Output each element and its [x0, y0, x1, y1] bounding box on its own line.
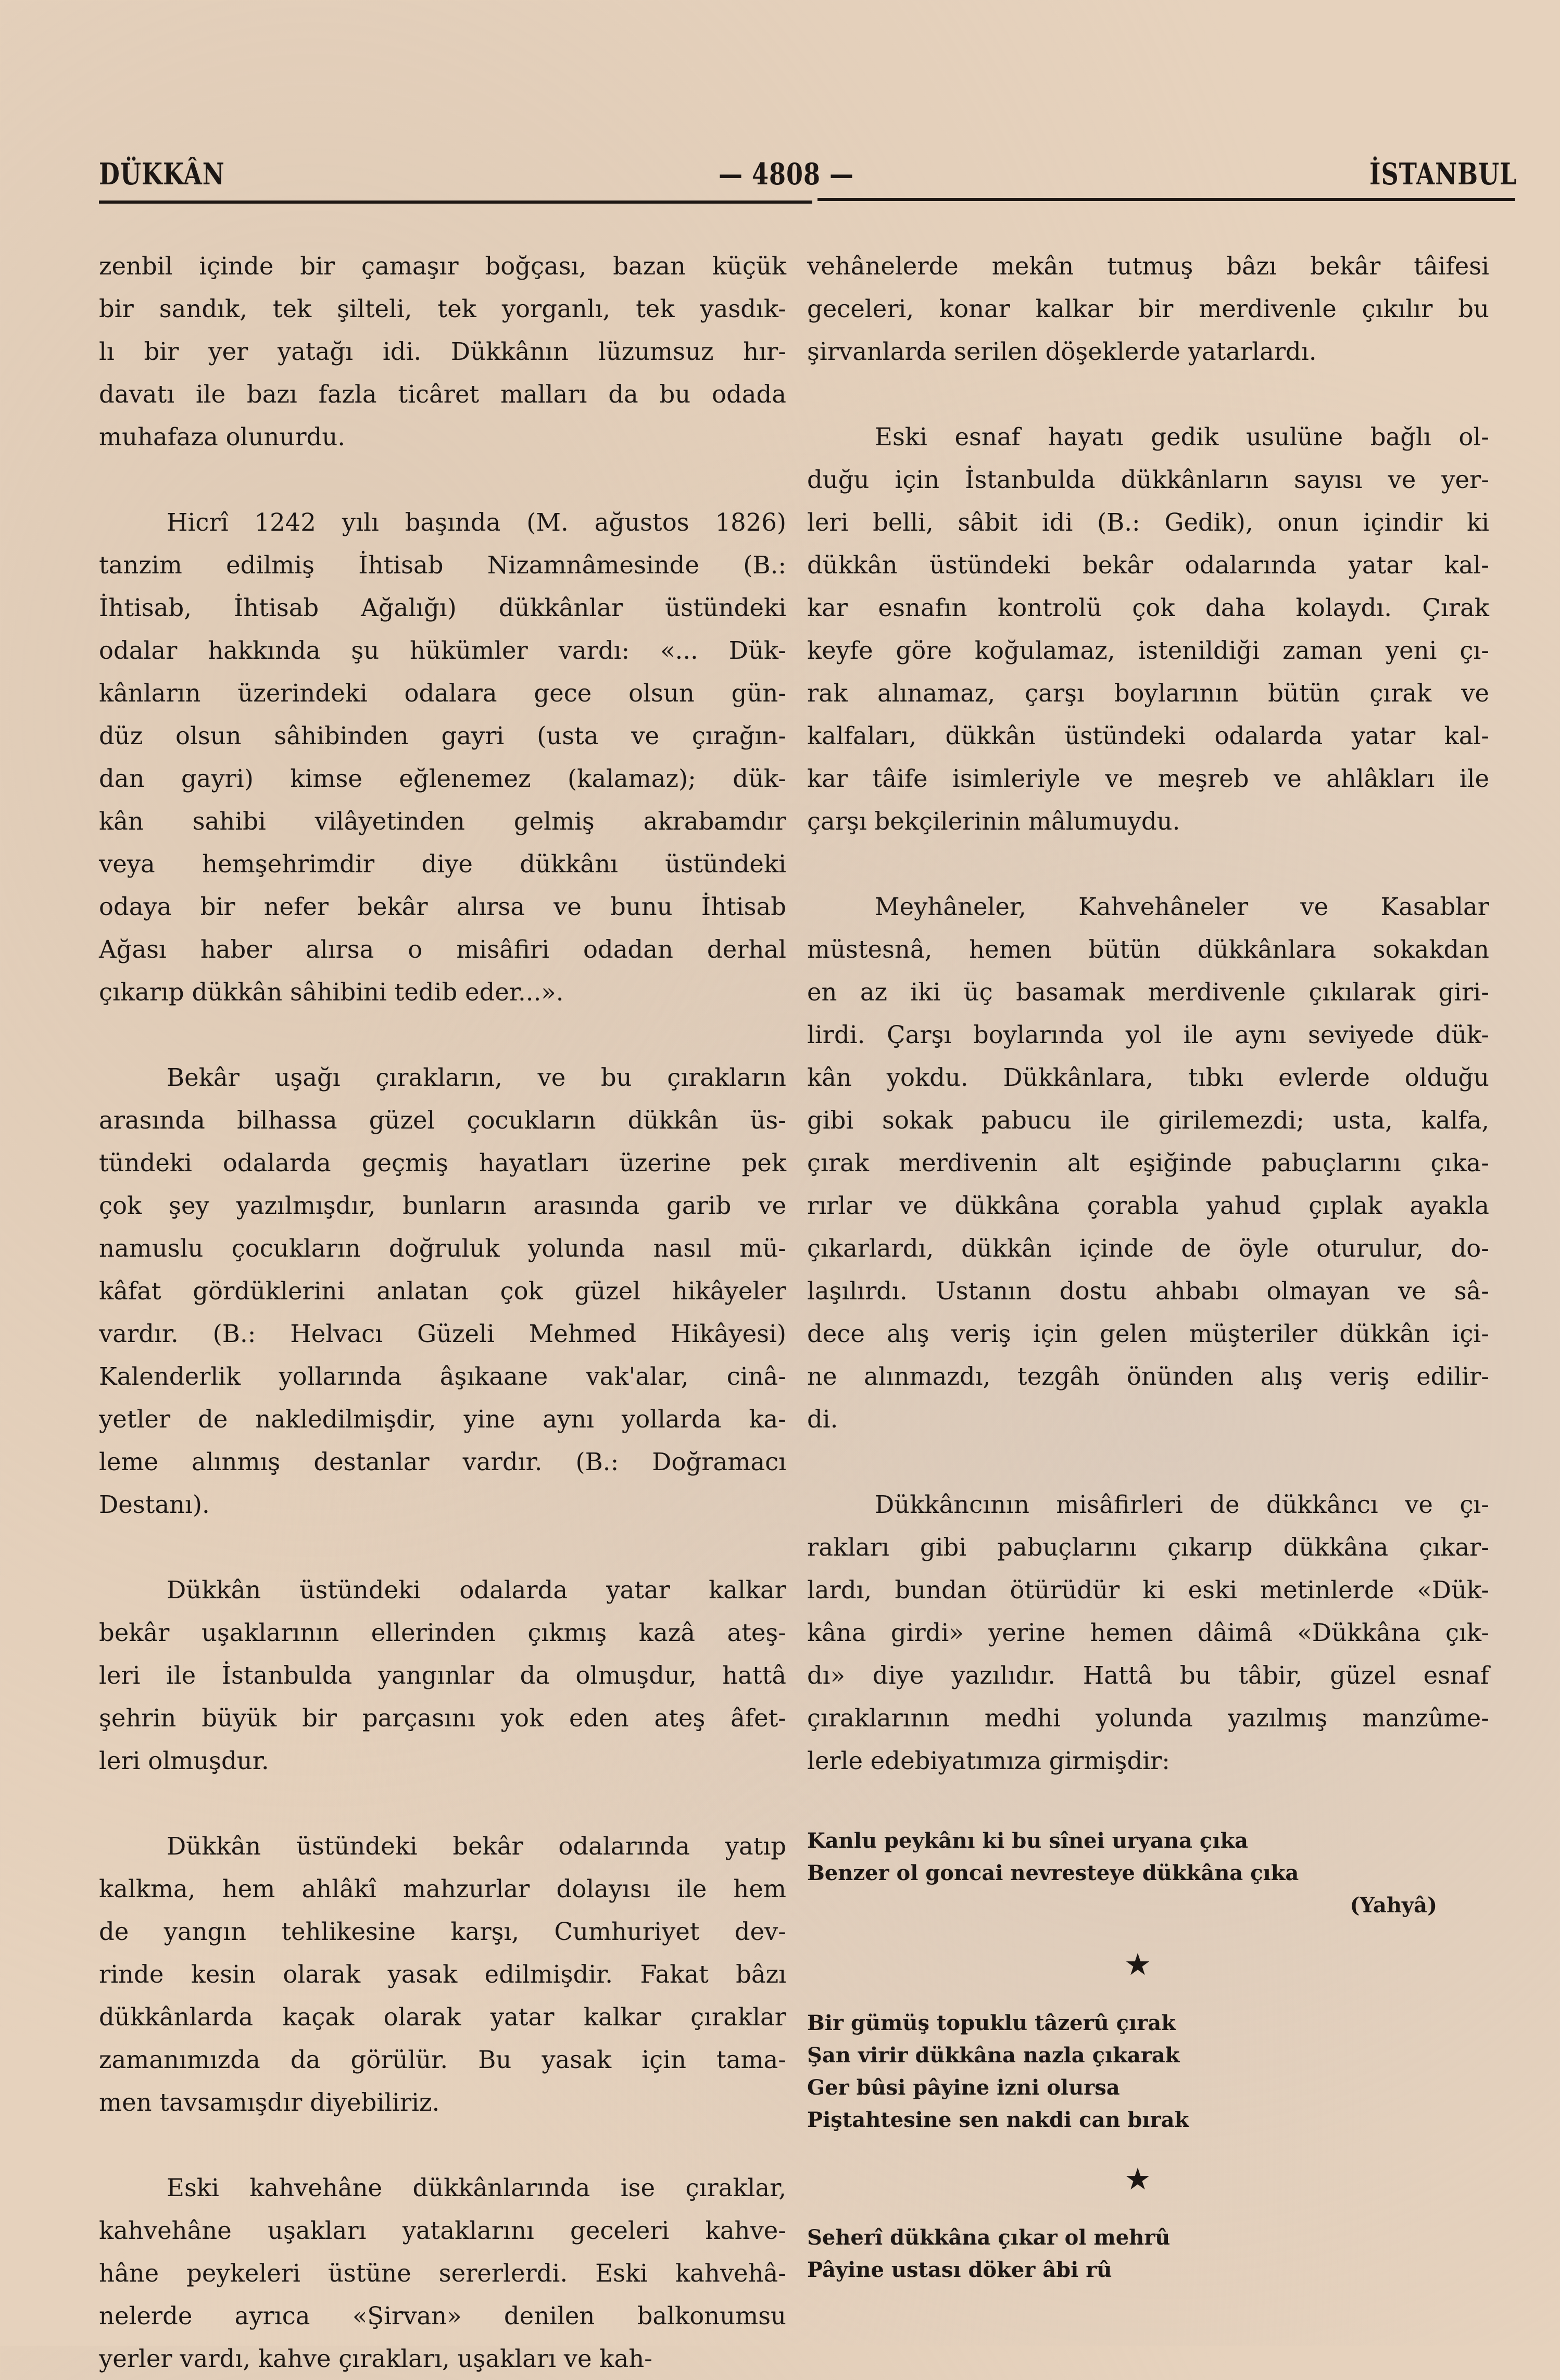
text-line: men tavsamışdır diyebiliriz.	[99, 2088, 440, 2116]
poem-gap	[807, 2136, 1489, 2158]
text-line: nelerde ayrıca «Şirvan» denilen balkonumsu	[99, 2302, 786, 2330]
paragraph-gap	[99, 458, 786, 501]
paragraph	[99, 2166, 786, 2380]
paragraph-gap	[99, 2124, 786, 2166]
paragraph	[99, 501, 786, 1013]
paragraph-gap	[99, 1526, 786, 1569]
text-line: düz olsun sâhibinden gayri (usta ve çırağın-	[99, 722, 786, 750]
text-line: odalar hakkında şu hükümler vardı: «... Dük-	[99, 636, 786, 665]
text-line: en az iki üç basamak merdivenle çıkılarak giri-	[807, 978, 1489, 1006]
text-line: tanzim edilmiş İhtisab Nizamnâmesinde (B.:	[99, 551, 786, 579]
header-volume-title: İSTANBUL	[1369, 156, 1517, 192]
text-line: Eski esnaf hayatı gedik usulüne bağlı ol-	[875, 423, 1489, 451]
text-line: arasında bilhassa güzel çocukların dükkân üs-	[99, 1106, 786, 1134]
text-line: kân yokdu. Dükkânlara, tıbkı evlerde olduğu	[807, 1063, 1489, 1092]
text-line: tündeki odalarda geçmiş hayatları üzerine pek	[99, 1149, 786, 1177]
text-line: çıraklarının medhi yolunda yazılmış manzûme-	[807, 1704, 1489, 1732]
text-line: Kalenderlik yollarında âşıkaane vak'alar, cinâ-	[99, 1362, 786, 1391]
text-line: bekâr uşaklarının ellerinden çıkmış kazâ ateş-	[99, 1619, 786, 1647]
star-separator-icon: ★	[1124, 2161, 1151, 2197]
text-line: müstesnâ, hemen bütün dükkânlara sokakdan	[807, 935, 1489, 963]
paragraph	[99, 1825, 786, 2124]
header-section-title: DÜKKÂN	[99, 156, 225, 192]
right-column	[807, 245, 1489, 2286]
text-line: duğu için İstanbulda dükkânların sayısı ve yer-	[807, 466, 1489, 494]
text-line: rinde kesin olarak yasak edilmişdir. Fakat bâzı	[99, 1960, 786, 1988]
text-line: lı bir yer yatağı idi. Dükkânın lüzumsuz hır-	[99, 337, 786, 366]
poem-block	[807, 2222, 1489, 2286]
text-line: İhtisab, İhtisab Ağalığı) dükkânlar üstündeki	[99, 594, 786, 622]
text-line: vehânelerde mekân tutmuş bâzı bekâr tâifesi	[807, 252, 1489, 280]
text-line: laşılırdı. Ustanın dostu ahbabı olmayan ve sâ-	[807, 1277, 1489, 1305]
text-line: Ağası haber alırsa o misâfiri odadan derhal	[99, 935, 786, 963]
poem-block	[807, 1825, 1489, 1922]
poem-verse: Pâyine ustası döker âbi rû	[807, 2258, 1112, 2282]
poem-verse: Şan virir dükkâna nazla çıkarak	[807, 2043, 1180, 2068]
text-line: çarşı bekçilerinin mâlumuydu.	[807, 807, 1180, 835]
text-line: hâne peykeleri üstüne sererlerdi. Eski kahvehâ-	[99, 2259, 786, 2287]
text-line: Hicrî 1242 yılı başında (M. ağustos 1826)	[167, 508, 786, 536]
text-line: kar tâife isimleriyle ve meşreb ve ahlâkları ile	[807, 765, 1489, 793]
paragraph	[99, 1056, 786, 1526]
text-line: muhafaza olunurdu.	[99, 423, 346, 451]
text-line: dı» diye yazılıdır. Hattâ bu tâbir, güzel esnaf	[807, 1661, 1489, 1689]
poem-author: (Yahyâ)	[1350, 1893, 1437, 1918]
text-line: çıkarıp dükkân sâhibini tedib eder...».	[99, 978, 564, 1006]
text-line: leri belli, sâbit idi (B.: Gedik), onun içindir ki	[807, 508, 1489, 536]
poem-gap	[807, 1922, 1489, 1944]
text-line: kâna girdi» yerine hemen dâimâ «Dükkâna çık-	[807, 1619, 1489, 1647]
star-separator-icon: ★	[1124, 1947, 1151, 1982]
text-line: zenbil içinde bir çamaşır boğçası, bazan küçük	[99, 252, 786, 280]
text-line: Dükkân üstündeki odalarda yatar kalkar	[167, 1576, 786, 1604]
paragraph	[99, 245, 786, 458]
page-number: — 4808 —	[719, 156, 854, 192]
poem-verse: Bir gümüş topuklu tâzerû çırak	[807, 2011, 1176, 2035]
poem-gap	[807, 2200, 1489, 2222]
text-line: odaya bir nefer bekâr alırsa ve bunu İhtisab	[99, 893, 786, 921]
text-line: dece alış veriş için gelen müşteriler dükkân içi-	[807, 1320, 1489, 1348]
text-line: Destanı).	[99, 1490, 210, 1519]
text-line: rak alınamaz, çarşı boylarının bütün çırak ve	[807, 679, 1489, 707]
paragraph-gap	[807, 843, 1489, 885]
text-line: ne alınmazdı, tezgâh önünden alış veriş edilir-	[807, 1362, 1489, 1391]
poem-verse: Seherî dükkâna çıkar ol mehrû	[807, 2225, 1171, 2250]
text-line: veya hemşehrimdir diye dükkânı üstündeki	[99, 850, 786, 878]
running-header	[99, 151, 1515, 193]
header-rule-right	[817, 198, 1515, 201]
paragraph	[807, 245, 1489, 373]
text-line: dükkân üstündeki bekâr odalarında yatar kal-	[807, 551, 1489, 579]
text-line: keyfe göre koğulamaz, istenildiği zaman yeni çı-	[807, 636, 1489, 665]
text-line: Bekâr uşağı çırakların, ve bu çırakların	[167, 1063, 786, 1092]
text-line: şirvanlarda serilen döşeklerde yatarlardı.	[807, 337, 1317, 366]
text-line: kâfat gördüklerini anlatan çok güzel hikâyeler	[99, 1277, 786, 1305]
text-line: Eski kahvehâne dükkânlarında ise çıraklar,	[167, 2174, 786, 2202]
paragraph	[807, 1483, 1489, 1782]
text-line: rakları gibi pabuçlarını çıkarıp dükkâna çıkar-	[807, 1533, 1489, 1561]
poem-verse: Benzer ol goncai nevresteye dükkâna çıka	[807, 1861, 1299, 1885]
text-line: geceleri, konar kalkar bir merdivenle çıkılır bu	[807, 295, 1489, 323]
text-line: çok şey yazılmışdır, bunların arasında garib ve	[99, 1192, 786, 1220]
text-line: çıkarlardı, dükkân içinde de öyle oturulur, do-	[807, 1234, 1489, 1262]
paragraph-gap	[807, 1440, 1489, 1483]
poem-verse: Piştahtesine sen nakdi can bırak	[807, 2108, 1189, 2132]
text-line: lirdi. Çarşı boylarında yol ile aynı seviyede dük-	[807, 1021, 1489, 1049]
text-line: leme alınmış destanlar vardır. (B.: Doğramacı	[99, 1448, 786, 1476]
text-line: kahvehâne uşakları yataklarını geceleri kahve-	[99, 2216, 786, 2245]
poem-gap	[807, 1985, 1489, 2007]
text-line: kânların üzerindeki odalara gece olsun gün-	[99, 679, 786, 707]
left-column	[99, 245, 786, 2380]
text-line: vardır. (B.: Helvacı Güzeli Mehmed Hikâyesi)	[99, 1320, 786, 1348]
paragraph-gap	[99, 1782, 786, 1825]
text-line: namuslu çocukların doğruluk yolunda nasıl mü-	[99, 1234, 786, 1262]
text-line: lerle edebiyatımıza girmişdir:	[807, 1747, 1170, 1775]
text-line: Meyhâneler, Kahvehâneler ve Kasablar	[875, 893, 1489, 921]
text-line: dükkânlarda kaçak olarak yatar kalkar çıraklar	[99, 2003, 786, 2031]
text-line: di.	[807, 1405, 838, 1433]
text-line: bir sandık, tek şilteli, tek yorganlı, tek yasdık-	[99, 295, 786, 323]
text-line: yetler de nakledilmişdir, yine aynı yollarda ka-	[99, 1405, 786, 1433]
text-line: de yangın tehlikesine karşı, Cumhuriyet dev-	[99, 1918, 786, 1946]
text-line: gibi sokak pabucu ile girilemezdi; usta, kalfa,	[807, 1106, 1489, 1134]
paragraph-gap	[99, 1013, 786, 1056]
text-line: leri ile İstanbulda yangınlar da olmuşdur, hattâ	[99, 1661, 786, 1689]
text-line: kar esnafın kontrolü çok daha kolaydı. Çırak	[807, 594, 1489, 622]
paragraph	[807, 416, 1489, 843]
paragraph-gap	[807, 373, 1489, 416]
text-line: dan gayri) kimse eğlenemez (kalamaz); dük-	[99, 765, 786, 793]
text-line: davatı ile bazı fazla ticâret malları da bu odada	[99, 380, 786, 408]
paragraph	[807, 885, 1489, 1440]
text-line: Dükkâncının misâfirleri de dükkâncı ve çı-	[875, 1490, 1489, 1519]
text-line: çırak merdivenin alt eşiğinde pabuçlarını çıka-	[807, 1149, 1489, 1177]
paragraph	[99, 1569, 786, 1782]
text-line: kalkma, hem ahlâkî mahzurlar dolayısı ile hem	[99, 1875, 786, 1903]
text-line: şehrin büyük bir parçasını yok eden ateş âfet-	[99, 1704, 786, 1732]
header-rule-left	[99, 201, 812, 204]
paragraph-gap	[807, 1782, 1489, 1825]
text-line: yerler vardı, kahve çırakları, uşakları ve kah-	[99, 2345, 652, 2373]
text-line: leri olmuşdur.	[99, 1747, 269, 1775]
text-line: zamanımızda da görülür. Bu yasak için tama-	[99, 2046, 786, 2074]
text-line: lardı, bundan ötürüdür ki eski metinlerde «Dük-	[807, 1576, 1489, 1604]
poem-verse: Ger bûsi pâyine izni olursa	[807, 2075, 1120, 2100]
text-line: kân sahibi vilâyetinden gelmiş akrabamdır	[99, 807, 786, 835]
text-line: rırlar ve dükkâna çorabla yahud çıplak ayakla	[807, 1192, 1489, 1220]
text-line: kalfaları, dükkân üstündeki odalarda yatar kal-	[807, 722, 1489, 750]
poem-verse: Kanlu peykânı ki bu sînei uryana çıka	[807, 1828, 1249, 1853]
poem-block	[807, 2007, 1489, 2136]
text-line: Dükkân üstündeki bekâr odalarında yatıp	[167, 1832, 786, 1860]
